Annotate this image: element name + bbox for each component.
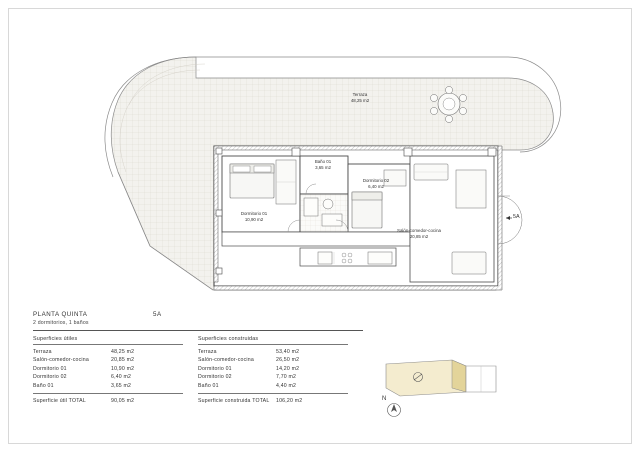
room-label-terraza-name: Terraza — [352, 92, 368, 97]
room-label-bano-01-name: Baño 01 — [314, 159, 332, 164]
north-label: N — [382, 396, 387, 402]
room-label-salon — [386, 228, 452, 240]
total-value: 106,20 m2 — [276, 397, 303, 404]
table-row — [198, 382, 363, 391]
useful-total-row — [33, 397, 198, 406]
legend-block — [33, 311, 363, 405]
entrance-marker — [506, 216, 512, 220]
row-value: 53,40 m2 — [276, 348, 300, 355]
room-label-dormitorio-01 — [230, 211, 278, 223]
north-arrow — [388, 404, 401, 417]
built-areas-column — [198, 336, 363, 405]
built-areas-header-rule — [198, 344, 348, 345]
row-value: 4,40 m2 — [276, 382, 297, 389]
room-label-salon-name: Salón-comedor-cocina — [397, 228, 441, 233]
areas-columns — [33, 336, 363, 405]
table-row — [198, 365, 363, 374]
room-label-terraza-area: 48,25 m2 — [350, 98, 370, 103]
room-label-bano-01 — [298, 159, 348, 171]
room-label-dormitorio-02 — [350, 178, 402, 190]
row-value: 7,70 m2 — [276, 374, 297, 381]
table-row — [33, 382, 198, 391]
room-label-salon-area: 20,85 m2 — [409, 234, 429, 239]
row-name: Dormitorio 01 — [198, 365, 232, 372]
plan-title: PLANTA QUINTA — [33, 311, 88, 318]
row-name: Terraza — [198, 348, 217, 355]
unit-entrance-label: 5A — [513, 214, 520, 220]
legend-divider — [33, 330, 363, 331]
useful-total-rule — [33, 393, 183, 394]
room-label-dormitorio-01-name: Dormitorio 01 — [240, 211, 268, 216]
built-total-row — [198, 397, 363, 406]
built-total-rule — [198, 393, 348, 394]
useful-areas-header: Superficies útiles — [33, 336, 78, 342]
room-label-dormitorio-01-area: 10,90 m2 — [244, 217, 264, 222]
useful-areas-header-rule — [33, 344, 183, 345]
row-name: Salón-comedor-cocina — [33, 357, 89, 364]
row-name: Dormitorio 02 — [198, 374, 232, 381]
row-name: Terraza — [33, 348, 52, 355]
table-row — [33, 356, 198, 365]
row-value: 10,90 m2 — [111, 365, 135, 372]
row-value: 20,85 m2 — [111, 357, 135, 364]
room-label-bano-01-area: 3,65 m2 — [315, 165, 331, 170]
row-value: 26,50 m2 — [276, 357, 300, 364]
row-name: Dormitorio 02 — [33, 374, 67, 381]
plan-subtitle: 2 dormitorios, 1 baños — [33, 320, 89, 326]
row-name: Salón-comedor-cocina — [198, 357, 254, 364]
legend-title-row — [33, 311, 363, 318]
row-value: 6,40 m2 — [111, 374, 132, 381]
table-row — [33, 365, 198, 374]
row-name: Baño 01 — [198, 382, 219, 389]
useful-areas-column — [33, 336, 198, 405]
row-name: Dormitorio 01 — [33, 365, 67, 372]
room-label-terraza — [340, 92, 380, 104]
table-row — [33, 373, 198, 382]
row-value: 14,20 m2 — [276, 365, 300, 372]
table-row — [33, 348, 198, 357]
row-value: 48,25 m2 — [111, 348, 135, 355]
key-plan-diagram — [386, 360, 496, 396]
total-name: Superficie útil TOTAL — [33, 397, 86, 404]
plan-unit-code: 5A — [153, 311, 162, 318]
room-label-dormitorio-02-area: 6,40 m2 — [368, 184, 384, 189]
table-row — [198, 356, 363, 365]
row-value: 3,65 m2 — [111, 382, 132, 389]
table-row — [198, 373, 363, 382]
total-value: 90,05 m2 — [111, 397, 135, 404]
table-row — [198, 348, 363, 357]
built-areas-header: Superficies construidas — [198, 336, 259, 342]
room-label-dormitorio-02-name: Dormitorio 02 — [362, 178, 390, 183]
total-name: Superficie construida TOTAL — [198, 397, 270, 404]
row-name: Baño 01 — [33, 382, 54, 389]
